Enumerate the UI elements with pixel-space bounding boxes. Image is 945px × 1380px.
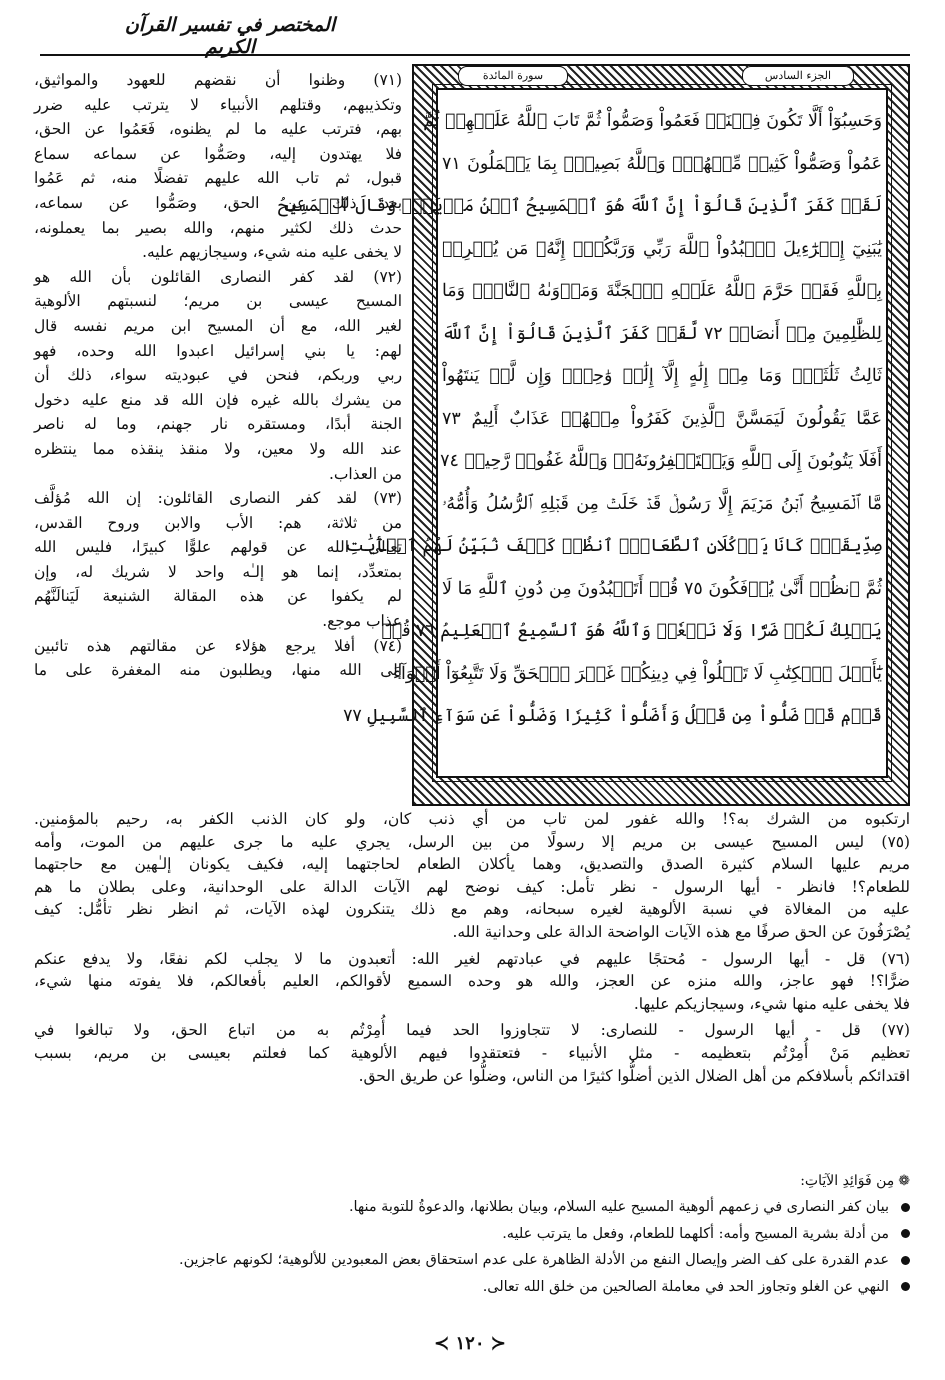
quran-line: وَحَسِبُوٓاْ أَلَّا تَكُونَ فِتۡنَةٞ فَعَمُواْ وَصَمُّواْ ثُمَّ تَابَ ٱللَّهُ عَلَيۡهِمۡ ثُمَّ xyxy=(423,111,882,131)
commentary-line: ارتكبوه من الشرك به؟! والله غفور لمن تاب من أي ذنب كان، ولو كان الذنب الكفر به، رحيم بالمؤمنين. xyxy=(34,810,910,828)
benefit-item xyxy=(40,1194,910,1221)
commentary-line: قبول، ثم تاب الله عليهم تفضلًا منه، ثم عَمُوا xyxy=(34,169,402,188)
commentary-line: (٧٤) أفلا يرجع هؤلاء عن مقالتهم هذه تائبين xyxy=(34,636,402,655)
benefit-item xyxy=(40,1247,910,1274)
quran-line: مَّا ٱلۡمَسِيحُ ٱبۡنُ مَرۡيَمَ إِلَّا رَسُولٞ قَدۡ خَلَتۡ مِن قَبۡلِهِ ٱلرُّسُلُ وَأُمُّهُۥ xyxy=(442,493,882,514)
commentary-line: (٧٣) لقد كفر النصارى القائلون: إن الله مُؤلَّف xyxy=(34,489,402,508)
commentary-line: عند الله ولا معين، ولا منقذ ينقذه مما ينتظره xyxy=(34,439,402,458)
commentary-line: بهم، فترتب عليه ما لم يظنوه، فَعَمُوا عن الحق، xyxy=(34,120,402,139)
quran-line: عَمَّا يَقُولُونَ لَيَمَسَّنَّ ٱلَّذِينَ كَفَرُواْ مِنۡهُمۡ عَذَابٌ أَلِيمٌ ٧٣ xyxy=(442,408,882,429)
quran-line: بِٱللَّهِ فَقَدۡ حَرَّمَ ٱللَّهُ عَلَيۡهِ ٱلۡجَنَّةَ وَمَأۡوَىٰهُ ٱلنَّارُۖ وَمَا xyxy=(442,281,882,301)
quran-line: قَوۡمٖ قَدۡ ضَلُّواْ مِن قَبۡلُ وَأَضَلُّواْ كَثِيرٗا وَضَلُّواْ عَن سَوَآءِ ٱلسَّبِيلِ ٧٧ xyxy=(343,706,882,726)
commentary-line: (٧٥) ليس المسيح عيسى بن مريم إلا رسولًا من بين الرسل، يجري عليه ما جرى عليهم من الموت، وأمه xyxy=(34,832,910,851)
benefit-text: عدم القدرة على كف الضر وإيصال النفع من الأدلة الظاهرة على عدم استحقاق بعض المعبودين للألوهية؛ لكونهم عاجزين. xyxy=(179,1252,889,1269)
benefit-text: بيان كفر النصارى في زعمهم ألوهية المسيح عليه السلام، وبيان بطلانها، والدعوةُ للتوبة منها. xyxy=(348,1199,889,1215)
bullet-icon xyxy=(901,1256,910,1265)
bullet-icon xyxy=(901,1203,910,1212)
quran-line: يَمۡلِكُ لَكُمۡ ضَرّٗا وَلَا نَفۡعٗاۚ وَٱللَّهُ هُوَ ٱلسَّمِيعُ ٱلۡعَلِيمُ ٧٦ قُلۡ xyxy=(381,621,882,641)
commentary-line: اقتدائكم بأسلافكم من أهل الضلال الذين أضلُّوا كثيرًا من الناس، وضلُّوا عن طريق الحق. xyxy=(358,1066,910,1085)
commentary-line: (٧٧) قل - أيها الرسول - للنصارى: لا تتجاوزوا الحد فيما أُمِرْتُم به من اتباع الحق، ولا تبالغوا في xyxy=(34,1021,910,1040)
benefits-section xyxy=(40,1168,910,1300)
commentary-line: وتكذيبهم، وقتلهم الأنبياء لا يترتب عليه ضرر xyxy=(34,95,402,114)
quran-line: ثُمَّ ٱنظُرۡ أَنَّىٰ يُؤۡفَكُونَ ٧٥ قُلۡ أَتَعۡبُدُونَ مِن دُونِ ٱللَّهِ مَا لَا xyxy=(442,578,882,599)
quran-line: يَٰبَنِيٓ إِسۡرَٰٓءِيلَ ٱعۡبُدُواْ ٱللَّهَ رَبِّي وَرَبَّكُمۡۖ إِنَّهُۥ مَن يُشۡرِكۡ xyxy=(442,238,882,259)
quran-line: لِلظَّٰلِمِينَ مِنۡ أَنصَارٖ ٧٢ لَّقَدۡ كَفَرَ ٱلَّذِينَ قَالُوٓاْ إِنَّ ٱللَّهَ xyxy=(442,323,882,344)
bullet-icon xyxy=(901,1229,910,1238)
commentary-line: لا يخفى عليه منه شيء، وسيجازيهم عليه. xyxy=(142,243,402,262)
commentary-line: من العذاب. xyxy=(329,464,402,483)
juz-tag: الجزء السادس xyxy=(742,66,854,86)
commentary-line: لغير الله، مع أن المسيح ابن مريم نفسه قال xyxy=(34,316,402,335)
commentary-line: لهم: يا بني إسرائيل اعبدوا الله وحده، فهو xyxy=(34,341,402,360)
commentary-line: فلا يهتدون إليه، وصَمُّوا عن سماعه سماع xyxy=(34,144,402,163)
commentary-line: بعد ذلك عن الحق، وصَمُّوا عن سماعه، xyxy=(34,193,402,212)
page-header-title: المختصر في تفسير القرآن الكريم xyxy=(124,14,336,58)
commentary-line: ضرًّا؟! فهو عاجز، والله منزه عن العجز، والله هو وحده السميع لأقوالكم، العليم بأفعالكم، فلا يفوته منها شيء، xyxy=(34,972,910,991)
commentary-line: المسيح عيسى بن مريم؛ لنسبتهم الألوهية xyxy=(34,292,402,311)
commentary-line: من يشرك بالله غيره فإن الله قد منع عليه دخول xyxy=(34,390,402,409)
commentary-line: للطعام؟! فانظر - أيها الرسول - نظر تأمل: كيف نوضح لهم الآيات الدالة على الوحدانية، وعلى بطلان ما هم xyxy=(34,877,910,896)
ornament-left-icon: ≻ xyxy=(490,1333,506,1354)
header-rule xyxy=(40,54,910,56)
commentary-line: ربي وربكم، فنحن في عبوديته سواء، ذلك أن xyxy=(34,366,402,385)
quran-line: صِدِّيقَةٞۖ كَانَا يَأۡكُلَانِ ٱلطَّعَامَۗ ٱنظُرۡ كَيۡفَ نُبَيِّنُ لَهُمُ ٱلۡأٓيَٰتِ xyxy=(345,536,882,556)
quran-line: لَقَدۡ كَفَرَ ٱلَّذِينَ قَالُوٓاْ إِنَّ ٱللَّهَ هُوَ ٱلۡمَسِيحُ ٱبۡنُ مَرۡيَمَۖ وَقَالَ ٱلۡمَسِيحُ xyxy=(277,196,882,216)
commentary-line: عليه من المغالاة في نسبة الألوهية لغيره سبحانه، وهم مع ذلك يتنكرون لهذه الآيات، ثم انظر نظر تأمُّل: كيف xyxy=(34,900,910,919)
benefits-title: ❁مِن فَوَائِدِ الآيَاتِ: xyxy=(40,1168,910,1194)
page-number: ≺ ١٢٠ ≻ xyxy=(434,1333,506,1354)
full-commentary xyxy=(34,808,910,1091)
commentary-line: عذاب موجع. xyxy=(322,612,402,631)
paragraph-gap xyxy=(34,1087,910,1091)
bullet-icon xyxy=(901,1282,910,1291)
commentary-line: تعظيم مَنْ أُمِرْتُم بتعظيمه - مثل الأنبياء - فتعتقدوا فيهم الألوهية كما فعلتم بعيسى بن مريم، بسبب xyxy=(34,1043,910,1062)
commentary-line: بمتعدِّد، إنما هو إلـٰه واحد لا شريك له، وإن xyxy=(34,562,402,581)
benefit-text: من أدلة بشرية المسيح وأمه: أكلهما للطعام، وفعل ما يترتب عليه. xyxy=(502,1225,889,1242)
ornament-right-icon: ≺ xyxy=(434,1333,450,1354)
quran-line: أَفَلَا يَتُوبُونَ إِلَى ٱللَّهِ وَيَسۡتَغۡفِرُونَهُۥۚ وَٱللَّهُ غَفُورٞ رَّحِيمٞ ٧٤ xyxy=(440,451,882,471)
commentary-line: إلى الله منها، ويطلبون منه المغفرة على ما xyxy=(34,661,402,680)
star-icon: ❁ xyxy=(898,1173,910,1189)
commentary-line: مريم عليها السلام كثيرة الصدق والتصديق، وهما يأكلان الطعام لحاجتهما إليه، فكيف يكونان إلـٰهين مع حاجتهما xyxy=(34,855,910,874)
commentary-line: لم يكفوا عن هذه المقالة الشنيعة لَيَنالَنَّهُم xyxy=(34,587,402,606)
quran-line: يَٰٓأَهۡلَ ٱلۡكِتَٰبِ لَا تَغۡلُواْ فِي دِينِكُمۡ غَيۡرَ ٱلۡحَقِّ وَلَا تَتَّبِعُوٓاْ أَهۡوَآءَ xyxy=(392,663,882,684)
benefit-item xyxy=(40,1274,910,1301)
commentary-line: تعالى الله عن قولهم علوًّا كبيرًا، فليس الله xyxy=(34,538,402,557)
quran-line: ثَالِثُ ثَلَٰثَةٖۘ وَمَا مِنۡ إِلَٰهٍ إِلَّآ إِلَٰهٞ وَٰحِدٞۚ وَإِن لَّمۡ يَنتَهُواْ xyxy=(442,366,882,386)
benefit-item xyxy=(40,1221,910,1248)
commentary-line: حدث ذلك لكثير منهم، والله بصير بما يعملونه، xyxy=(34,218,402,237)
commentary-line: (٧٢) لقد كفر النصارى القائلون بأن الله هو xyxy=(34,267,402,286)
side-commentary xyxy=(34,68,402,683)
commentary-line: يُصْرَفُونَ عن الحق صرفًا مع هذه الآيات الواضحة الدالة على وحدانية الله. xyxy=(452,922,910,941)
surah-tag: سورة المائدة xyxy=(458,66,568,86)
commentary-line: (٧١) وظنوا أن نقضهم للعهود والمواثيق، xyxy=(34,71,402,89)
quran-line: عَمُواْ وَصَمُّواْ كَثِيرٞ مِّنۡهُمۡۚ وَٱللَّهُ بَصِيرُۢ بِمَا يَعۡمَلُونَ ٧١ xyxy=(442,153,882,174)
benefit-text: النهي عن الغلو وتجاوز الحد في معاملة الصالحين من خلق الله تعالى. xyxy=(482,1278,889,1295)
commentary-line: فلا يخفى عليه منها شيء، وسيجازيكم عليها. xyxy=(633,994,910,1013)
commentary-line: الجنة أبدًا، ومستقره نار جهنم، وما له ناصر xyxy=(34,415,402,434)
commentary-line: (٧٦) قل - أيها الرسول - مُحتجًا عليهم في عبادتهم لغير الله: أتعبدون ما لا يجلب لكم نفعًا، ولا يدفع عنكم xyxy=(34,949,910,968)
commentary-line: من ثلاثة، هم: الأب والابن وروح القدس، xyxy=(34,513,402,532)
